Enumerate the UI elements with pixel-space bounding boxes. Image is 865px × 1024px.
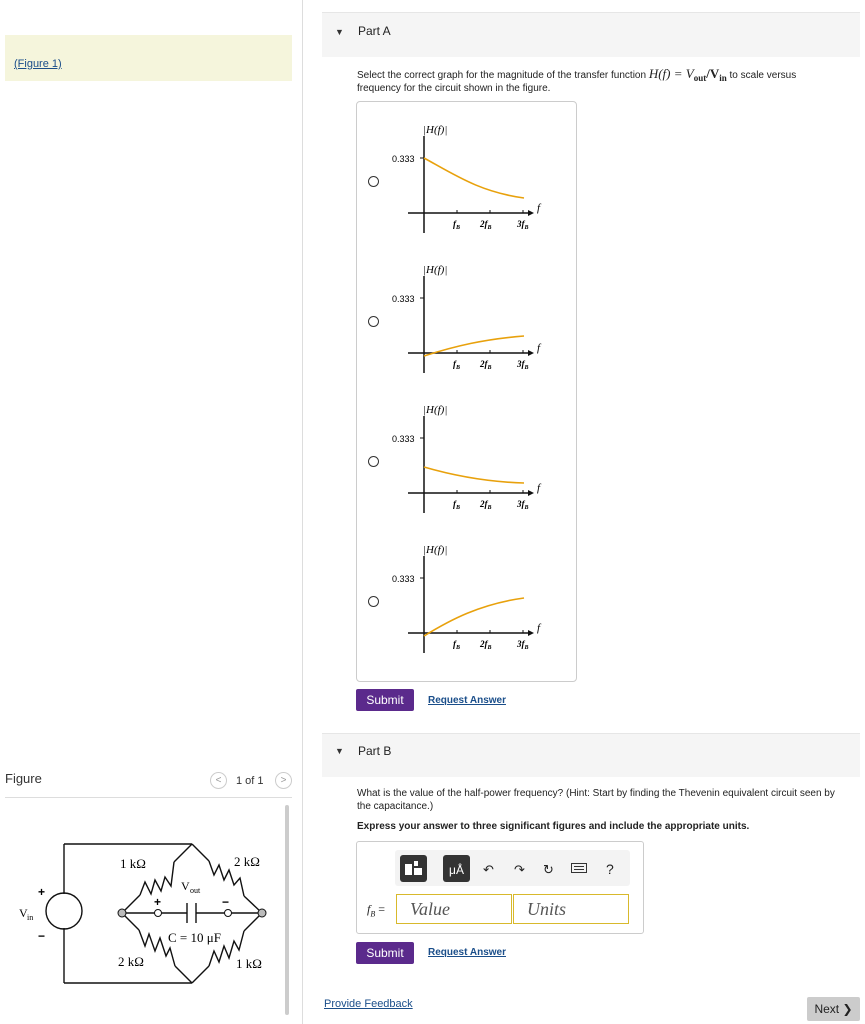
part-b-title: Part B bbox=[358, 744, 392, 758]
y-tick-label: 0.333 bbox=[392, 434, 415, 444]
part-b-submit-button[interactable]: Submit bbox=[356, 942, 414, 964]
graph-option-radio[interactable] bbox=[368, 596, 379, 607]
figure-page-counter: 1 of 1 bbox=[236, 775, 264, 787]
graph-option-radio[interactable] bbox=[368, 456, 379, 467]
terminal bbox=[155, 910, 162, 917]
part-b-instruction: Express your answer to three significant figures and include the appropriate units. bbox=[357, 821, 750, 832]
vout-plus: + bbox=[154, 895, 162, 909]
x-tick-label: $f_B$ bbox=[453, 219, 461, 231]
y-tick-label: 0.333 bbox=[392, 294, 415, 304]
units-button[interactable]: μÅ bbox=[443, 855, 470, 882]
value-input[interactable] bbox=[396, 894, 512, 924]
voltage-source bbox=[46, 893, 82, 929]
part-a-title: Part A bbox=[358, 24, 391, 38]
capacitor-label: C = 10 μF bbox=[168, 930, 221, 945]
keyboard-icon[interactable] bbox=[571, 862, 587, 877]
figure-next-button[interactable] bbox=[275, 772, 292, 789]
next-button[interactable]: Next ❯ bbox=[807, 997, 860, 1021]
y-tick-label: 0.333 bbox=[392, 154, 415, 164]
x-tick-label: $f_B$ bbox=[453, 639, 461, 651]
node bbox=[118, 909, 126, 917]
y-axis-label: |H(f)| bbox=[423, 264, 448, 276]
x-tick-label: $3f_B$ bbox=[517, 639, 529, 651]
part-b-question: What is the value of the half-power frequency? (Hint: Start by finding the Thevenin equivalent circuit seen by bbox=[357, 788, 835, 799]
reset-icon[interactable]: ↻ bbox=[543, 862, 554, 877]
vin-sub: in bbox=[27, 913, 34, 922]
x-axis-label: f bbox=[537, 342, 541, 354]
graph-option-radio[interactable] bbox=[368, 176, 379, 187]
figure-prev-button[interactable] bbox=[210, 772, 227, 789]
vout-label: V bbox=[181, 879, 190, 893]
part-b-request-answer[interactable]: Request Answer bbox=[428, 947, 506, 958]
x-tick-label: $f_B$ bbox=[453, 499, 461, 511]
y-tick-label: 0.333 bbox=[392, 574, 415, 584]
part-a-header[interactable] bbox=[322, 12, 860, 57]
x-tick-label: $2f_B$ bbox=[480, 499, 492, 511]
r-bottom-left-label: 2 kΩ bbox=[118, 954, 144, 969]
figure-heading: Figure bbox=[5, 771, 42, 786]
provide-feedback-link[interactable]: Provide Feedback bbox=[324, 998, 413, 1010]
x-tick-label: $f_B$ bbox=[453, 359, 461, 371]
chevron-right-icon: ❯ bbox=[842, 1002, 853, 1016]
node bbox=[258, 909, 266, 917]
part-b-header[interactable] bbox=[322, 733, 860, 777]
x-axis-label: f bbox=[537, 482, 541, 494]
answer-label: $f_B$ = bbox=[367, 902, 386, 919]
vin-plus: + bbox=[38, 885, 46, 899]
r-top-right-label: 2 kΩ bbox=[234, 854, 260, 869]
part-a-submit-button[interactable]: Submit bbox=[356, 689, 414, 711]
divider bbox=[5, 797, 292, 798]
terminal bbox=[225, 910, 232, 917]
y-axis-label: |H(f)| bbox=[423, 404, 448, 416]
x-tick-label: $2f_B$ bbox=[480, 219, 492, 231]
x-tick-label: $3f_B$ bbox=[517, 219, 529, 231]
r-bottom-right-label: 1 kΩ bbox=[236, 956, 262, 971]
x-tick-label: $2f_B$ bbox=[480, 639, 492, 651]
vin-minus: − bbox=[38, 929, 46, 943]
templates-button[interactable] bbox=[400, 855, 427, 882]
chevron-right-icon: > bbox=[280, 775, 287, 786]
part-a-question: Select the correct graph for the magnitude of the transfer function $H(f) = V_{out}/V_{in}$ to scale versus bbox=[357, 66, 797, 83]
part-a-question-line2: frequency for the circuit shown in the figure. bbox=[357, 83, 551, 94]
column-divider bbox=[302, 0, 303, 1024]
part-b-question-line2: the capacitance.) bbox=[357, 801, 434, 812]
vout-sub: out bbox=[190, 886, 201, 895]
wire bbox=[175, 966, 192, 983]
chevron-left-icon: < bbox=[215, 775, 222, 786]
r-top-left-label: 1 kΩ bbox=[120, 856, 146, 871]
wire bbox=[192, 844, 209, 861]
help-button[interactable]: ? bbox=[606, 861, 614, 877]
math-toolbar bbox=[395, 850, 630, 886]
x-tick-label: $3f_B$ bbox=[517, 359, 529, 371]
x-tick-label: $2f_B$ bbox=[480, 359, 492, 371]
part-a-request-answer[interactable]: Request Answer bbox=[428, 695, 506, 706]
wire bbox=[174, 844, 192, 862]
caret-down-icon: ▼ bbox=[335, 27, 344, 37]
vin-label: V bbox=[19, 906, 28, 920]
graph-option-radio[interactable] bbox=[368, 316, 379, 327]
templates-icon bbox=[400, 855, 427, 882]
caret-down-icon: ▼ bbox=[335, 746, 344, 756]
figure-link[interactable]: (Figure 1) bbox=[14, 58, 62, 70]
undo-icon[interactable]: ↶ bbox=[483, 862, 494, 877]
y-axis-label: |H(f)| bbox=[423, 124, 448, 136]
x-tick-label: $3f_B$ bbox=[517, 499, 529, 511]
x-axis-label: f bbox=[537, 202, 541, 214]
redo-icon[interactable]: ↷ bbox=[514, 862, 525, 877]
units-input[interactable] bbox=[513, 894, 629, 924]
graph-options-box bbox=[356, 101, 577, 682]
x-axis-label: f bbox=[537, 622, 541, 634]
circuit-diagram bbox=[0, 820, 290, 1000]
wire bbox=[192, 966, 209, 983]
y-axis-label: |H(f)| bbox=[423, 544, 448, 556]
vout-minus: − bbox=[222, 895, 230, 909]
